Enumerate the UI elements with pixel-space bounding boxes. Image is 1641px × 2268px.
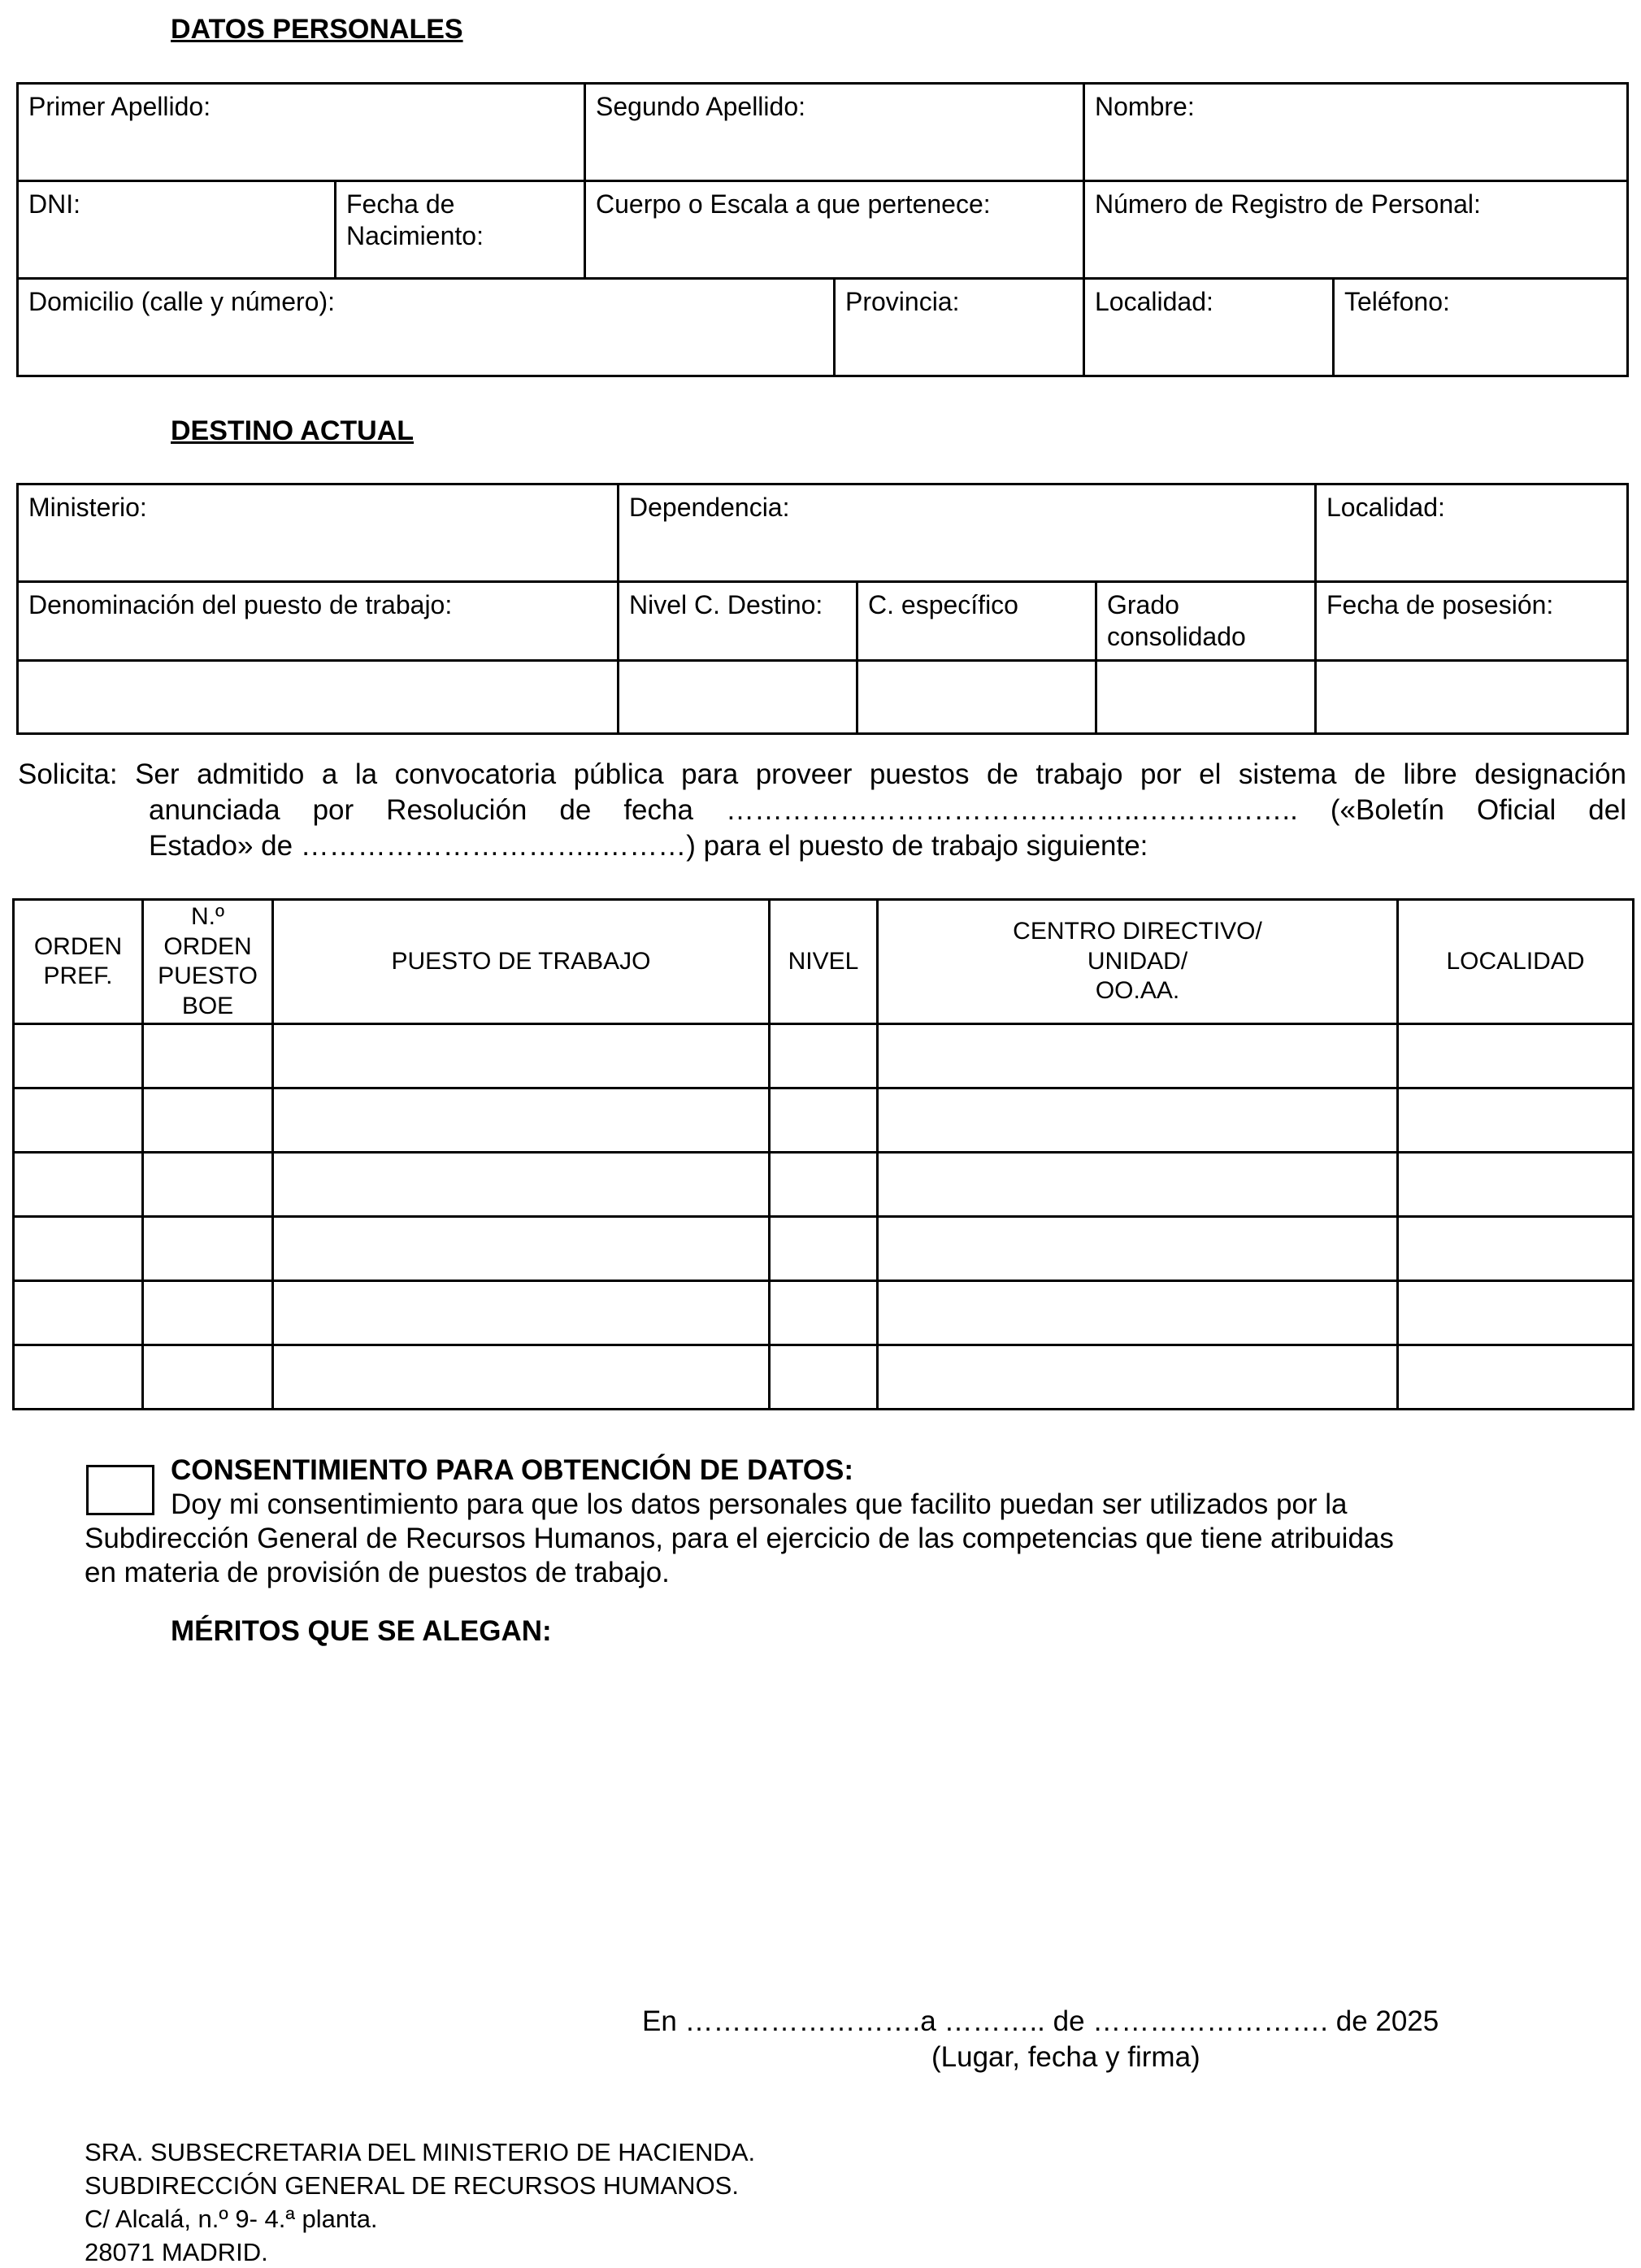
section-heading-meritos: MÉRITOS QUE SE ALEGAN: (171, 1615, 552, 1647)
dni-field[interactable] (18, 181, 336, 279)
table-cell[interactable] (273, 1345, 770, 1410)
table-cell[interactable] (1398, 1281, 1634, 1345)
header-line: LOCALIDAD (1446, 947, 1585, 975)
telefono-field[interactable] (1334, 279, 1628, 376)
header-line: PUESTO DE TRABAJO (391, 947, 651, 975)
field-label: Dependencia: (629, 493, 790, 522)
cuerpo-escala-field[interactable] (585, 181, 1084, 279)
table-row (14, 1345, 1634, 1410)
fecha-posesion-label (1316, 582, 1628, 661)
field-label: Grado (1107, 590, 1179, 619)
nivel-input[interactable] (619, 661, 857, 734)
table-cell[interactable] (770, 1345, 878, 1410)
nivel-label (619, 582, 857, 661)
header-line: PUESTO (158, 962, 258, 990)
especifico-label (857, 582, 1096, 661)
signature-caption: (Lugar, fecha y firma) (931, 2041, 1200, 2073)
fecha-posesion-input[interactable] (1316, 661, 1628, 734)
table-cell[interactable] (770, 1217, 878, 1281)
section-heading-datos-personales: DATOS PERSONALES (171, 14, 463, 45)
table-cell[interactable] (878, 1153, 1398, 1217)
table-cell[interactable] (143, 1088, 273, 1153)
denominacion-input[interactable] (18, 661, 619, 734)
header-line: ORDEN (33, 932, 123, 960)
domicilio-field[interactable] (18, 279, 835, 376)
field-label: Nombre: (1095, 92, 1195, 121)
segundo-apellido-field[interactable] (585, 84, 1084, 181)
table-cell[interactable] (1398, 1088, 1634, 1153)
header-line: BOE (181, 992, 234, 1019)
field-label: Domicilio (calle y número): (28, 287, 335, 316)
nombre-field[interactable] (1084, 84, 1628, 181)
table-cell[interactable] (273, 1217, 770, 1281)
field-label: Nacimiento: (346, 221, 484, 251)
field-label: Denominación del puesto de trabajo: (28, 590, 453, 619)
field-label: Ministerio: (28, 493, 147, 522)
table-cell[interactable] (14, 1281, 143, 1345)
field-label: DNI: (28, 189, 80, 219)
table-cell[interactable] (770, 1153, 878, 1217)
recipient-line-3: C/ Alcalá, n.º 9- 4.ª planta. (85, 2205, 378, 2233)
header-line: PREF. (43, 962, 113, 990)
table-cell[interactable] (878, 1281, 1398, 1345)
table-row (14, 1217, 1634, 1281)
field-label: Localidad: (1326, 493, 1445, 522)
signature-place-date-line: En …………………….a ……….. de ……………………. de 2025 (642, 2005, 1439, 2037)
table-cell[interactable] (1398, 1217, 1634, 1281)
col-header-orden-pref (14, 900, 143, 1024)
table-cell[interactable] (878, 1024, 1398, 1088)
table-row (14, 1153, 1634, 1217)
field-label: Nivel C. Destino: (629, 590, 823, 619)
header-line: ORDEN (163, 932, 252, 960)
table-cell[interactable] (14, 1217, 143, 1281)
table-row (14, 1088, 1634, 1153)
table-cell[interactable] (143, 1281, 273, 1345)
table-cell[interactable] (878, 1088, 1398, 1153)
datos-personales-table (16, 82, 1629, 377)
field-label: Fecha de posesión: (1326, 590, 1554, 619)
solicita-line-2: anunciada por Resolución de fecha ……………………………………..…………….. («Boletín Oficial del (149, 794, 1626, 826)
table-row (14, 1281, 1634, 1345)
table-cell[interactable] (273, 1281, 770, 1345)
table-cell[interactable] (1398, 1024, 1634, 1088)
dependencia-field[interactable] (619, 484, 1316, 582)
header-line: CENTRO DIRECTIVO/ (1013, 918, 1262, 945)
fecha-nacimiento-field[interactable] (336, 181, 585, 279)
table-cell[interactable] (273, 1024, 770, 1088)
field-label: Cuerpo o Escala a que pertenece: (596, 189, 991, 219)
table-cell[interactable] (14, 1153, 143, 1217)
section-heading-destino-actual: DESTINO ACTUAL (171, 415, 415, 446)
primer-apellido-field[interactable] (18, 84, 585, 181)
numero-registro-field[interactable] (1084, 181, 1628, 279)
col-header-orden-boe (143, 900, 273, 1024)
table-cell[interactable] (143, 1024, 273, 1088)
table-cell[interactable] (143, 1217, 273, 1281)
table-cell[interactable] (273, 1088, 770, 1153)
solicita-line-1: Solicita: Ser admitido a la convocatoria pública para proveer puestos de trabajo por el sistema de libre designación (18, 758, 1626, 790)
consent-text-line-2: Subdirección General de Recursos Humanos, para el ejercicio de las competencias que tiene atribuidas (85, 1523, 1394, 1554)
recipient-line-1: SRA. SUBSECRETARIA DEL MINISTERIO DE HACIENDA. (85, 2138, 756, 2166)
table-cell[interactable] (273, 1153, 770, 1217)
field-label: Segundo Apellido: (596, 92, 805, 121)
header-line: N.º (191, 903, 224, 930)
table-cell[interactable] (143, 1153, 273, 1217)
field-label: Primer Apellido: (28, 92, 211, 121)
consent-text-line-1: Doy mi consentimiento para que los datos personales que facilito puedan ser utilizados por la (171, 1488, 1348, 1520)
table-cell[interactable] (1398, 1153, 1634, 1217)
col-header-nivel (770, 900, 878, 1024)
destino-actual-table (16, 483, 1629, 735)
consent-text-line-3: en materia de provisión de puestos de trabajo. (85, 1557, 670, 1588)
header-line: UNIDAD/ (1087, 947, 1188, 975)
grado-input[interactable] (1096, 661, 1316, 734)
table-cell[interactable] (14, 1024, 143, 1088)
table-cell[interactable] (1398, 1345, 1634, 1410)
table-row (14, 1024, 1634, 1088)
col-header-localidad (1398, 900, 1634, 1024)
table-cell[interactable] (770, 1088, 878, 1153)
grado-label (1096, 582, 1316, 661)
provincia-field[interactable] (835, 279, 1084, 376)
field-label: Fecha de (346, 189, 455, 219)
header-line: NIVEL (788, 947, 859, 975)
table-cell[interactable] (14, 1088, 143, 1153)
col-header-puesto (273, 900, 770, 1024)
field-label: C. específico (868, 590, 1018, 619)
table-cell[interactable] (878, 1217, 1398, 1281)
table-cell[interactable] (14, 1345, 143, 1410)
header-line: OO.AA. (1095, 977, 1180, 1005)
field-label: Número de Registro de Personal: (1095, 189, 1481, 219)
ministerio-field[interactable] (18, 484, 619, 582)
col-header-centro (878, 900, 1398, 1024)
field-label: Provincia: (845, 287, 960, 316)
table-cell[interactable] (770, 1281, 878, 1345)
field-label: consolidado (1107, 622, 1246, 652)
denominacion-label (18, 582, 619, 661)
field-label: Teléfono: (1344, 287, 1450, 316)
solicita-line-3: Estado» de …………………………..………) para el puesto de trabajo siguiente: (149, 830, 1148, 862)
consent-title: CONSENTIMIENTO PARA OBTENCIÓN DE DATOS: (171, 1454, 854, 1486)
table-cell[interactable] (878, 1345, 1398, 1410)
table-header-row (14, 900, 1634, 1024)
field-label: Localidad: (1095, 287, 1213, 316)
table-cell[interactable] (143, 1345, 273, 1410)
recipient-line-4: 28071 MADRID. (85, 2238, 268, 2266)
table-cell[interactable] (770, 1024, 878, 1088)
localidad-destino-field[interactable] (1316, 484, 1628, 582)
recipient-line-2: SUBDIRECCIÓN GENERAL DE RECURSOS HUMANOS. (85, 2171, 739, 2200)
especifico-input[interactable] (857, 661, 1096, 734)
puestos-table (12, 898, 1634, 1410)
consent-checkbox[interactable] (86, 1465, 154, 1515)
localidad-field[interactable] (1084, 279, 1334, 376)
